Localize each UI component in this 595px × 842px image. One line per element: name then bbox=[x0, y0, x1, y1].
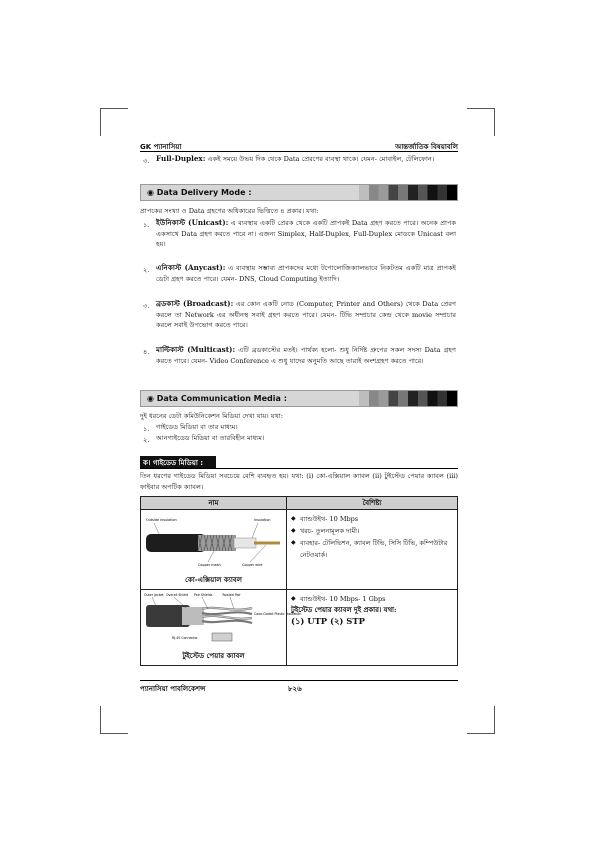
types-list: (১) UTP (২) STP bbox=[291, 616, 365, 626]
crop-mark bbox=[100, 706, 101, 734]
unicast-item bbox=[156, 218, 456, 250]
table-row bbox=[141, 510, 458, 590]
subsection-badge: ক। গাইডেড মিডিয়া : bbox=[140, 456, 216, 468]
item-text: এর কোন একটি নোড (Computer, Printer and Others) থেকে Data প্রেরণ করলে তা Network এর অধীনস্থ সবাই গ্রহণ করতে পারে। যেমন- টিভি সম্প্রচার কেন্দ্র থেকে movie সম্প্রচার করলে সবাই উপভোগ করতে পারে। bbox=[156, 300, 456, 329]
feature-bullet: ◆ ব্যবহার- টেলিভিশন, ক্যাবল টিভি, সিসি টিভি, কম্পিউটার নেটওয়ার্ক। bbox=[291, 537, 453, 561]
diagram-label: Overall Shield bbox=[166, 593, 189, 597]
book-page bbox=[140, 140, 458, 700]
divider bbox=[140, 468, 458, 469]
item-number: ৩. bbox=[143, 302, 150, 310]
broadcast-item bbox=[156, 299, 456, 331]
column-header-features: বৈশিষ্ট্য bbox=[287, 497, 458, 510]
feature-bullet: ◆ খরচ- তুলনামূলক দামী। bbox=[291, 525, 453, 537]
section-intro: দুই ধরনের ডেটা কমিউনিকেশন মিডিয়া দেখা যায়। যথা: bbox=[140, 412, 283, 420]
cable-comparison-table bbox=[140, 496, 458, 666]
diagram-label: Pair Shields bbox=[194, 593, 213, 597]
table-header-row bbox=[141, 497, 458, 510]
unguided-media-item: আনগাইডেড মিডিয়া বা তারবিহীন মাধ্যম। bbox=[156, 434, 265, 442]
guided-media-item: গাইডেড মিডিয়া বা তার মাধ্যম। bbox=[156, 423, 238, 431]
page-number: ৮২৬ bbox=[288, 685, 302, 693]
subsection-intro: তিন ধরণের গাইডেড মিডিয়া সবচেয়ে বেশি ব্যবহৃত হয়। যথা: (i) কো-এক্সিয়াল ক্যাবল (ii) টুইস্টেড পেয়ার ক্যাবল (iii) ফাইবার অপটিক ক্যাবল। bbox=[140, 472, 458, 491]
section-title: ◉ Data Delivery Mode : bbox=[147, 188, 252, 197]
crop-mark bbox=[467, 108, 495, 109]
crop-mark bbox=[100, 108, 128, 109]
item-term: মাল্টিকাস্ট (Multicast): bbox=[156, 345, 236, 354]
cable-name: কো-এক্সিয়াল ক্যাবল bbox=[184, 576, 243, 584]
cable-name: টুইস্টেড পেয়ার ক্যাবল bbox=[182, 652, 245, 660]
twisted-pair-features bbox=[287, 590, 458, 666]
twisted-pairs bbox=[202, 608, 252, 623]
coaxial-cable-diagram bbox=[142, 512, 286, 576]
twisted-pair-cell bbox=[141, 590, 302, 666]
item-term: ব্রডকাস্ট (Broadcast): bbox=[156, 299, 234, 308]
overall-shield bbox=[182, 607, 204, 625]
footer-publisher: প্যানাসিয়া পাবলিকেশন্স bbox=[140, 685, 206, 693]
heading-decoration bbox=[359, 185, 457, 200]
crop-mark bbox=[494, 706, 495, 734]
header-chapter: আন্তর্জাতিক বিষয়াবলি bbox=[395, 143, 458, 151]
anycast-item bbox=[156, 263, 456, 284]
crop-mark bbox=[494, 108, 495, 136]
diagram-label: Copper mesh bbox=[198, 563, 221, 567]
feature-bullet: ◆ ব্যান্ডউইথ- 10 Mbps bbox=[291, 513, 453, 525]
item-text: একই সময়ে উভয় দিক থেকে Data প্রেরণের ব্যবস্থা থাকে। যেমন- মোবাইল, টেলিফোন। bbox=[207, 155, 435, 163]
diagram-label: RJ-45 Connector bbox=[172, 636, 198, 640]
crop-mark bbox=[100, 733, 128, 734]
heading-decoration bbox=[359, 391, 457, 406]
multicast-item bbox=[156, 345, 456, 366]
diagram-label: Outer Jacket bbox=[144, 593, 164, 597]
crop-mark bbox=[100, 108, 101, 136]
section-heading-data-delivery bbox=[140, 184, 458, 201]
crop-mark bbox=[467, 733, 495, 734]
section-intro: প্রাপকের সংখ্যা ও Data গ্রহণের অধিকারের ভিত্তিতে ৪ প্রকার। যথা: bbox=[140, 207, 319, 215]
item-text: এ ব্যবস্থায় একটি প্রেরক থেকে একটি প্রাপকই Data গ্রহণ করতে পারে। অনেক প্রাপক একসাথে Data গ্রহণ করতে পারে না। এজন্য Simplex, Half-Duplex, Full-Duplex মোডকে Unicast বলা হয়। bbox=[156, 219, 456, 248]
coaxial-features bbox=[287, 510, 458, 590]
diagram-label: Color-Coded Plastic Insulation bbox=[254, 612, 302, 616]
item-text: এ ব্যবস্থায় সম্ভাব্য প্রাপকদের মধ্যে টপোলোজিক্যালভাবে নিকটতম একটি মাত্র প্রাপকই ডেটা গ্রহণ করতে পারে। যেমন- DNS, Cloud Computing ইত্যাদি। bbox=[156, 264, 456, 283]
diagram-label: Insulation bbox=[254, 518, 271, 522]
item-term: ইউনিকাস্ট (Unicast): bbox=[156, 218, 229, 227]
item-text: এটি ব্রডকাস্টের মতই। পার্থক্য হলো- শুধু নির্দিষ্ট গ্রুপের সকল সদস্য Data গ্রহণ করতে পারে। যেমন- Video Conference এ শুধু যাদের অনুমতি আছে তারাই অংশগ্রহণ করতে পারে। bbox=[156, 346, 456, 365]
section-title: ◉ Data Communication Media : bbox=[147, 394, 287, 403]
item-number: ২. bbox=[143, 436, 150, 444]
outer-jacket bbox=[146, 534, 206, 552]
diagram-label: Outside insulation bbox=[146, 518, 177, 522]
item-number: ৪. bbox=[143, 348, 150, 356]
header-book-title: GK প্যানাসিয়া bbox=[140, 143, 182, 151]
item-term: এনিকাস্ট (Anycast): bbox=[156, 263, 226, 272]
twisted-pair-diagram bbox=[142, 591, 302, 653]
column-header-name: নাম bbox=[141, 497, 287, 510]
running-footer bbox=[140, 680, 458, 695]
coaxial-cell bbox=[141, 510, 287, 590]
full-duplex-item bbox=[156, 154, 456, 165]
rj45-connector bbox=[212, 633, 232, 641]
item-number: ২. bbox=[143, 266, 150, 274]
diagram-label: Copper wire bbox=[242, 563, 263, 567]
running-header bbox=[140, 140, 458, 152]
insulation-layer bbox=[234, 538, 256, 548]
item-number: ১. bbox=[143, 221, 150, 229]
item-term: Full-Duplex: bbox=[156, 154, 206, 163]
item-number: ১. bbox=[143, 425, 150, 433]
table-row bbox=[141, 590, 458, 666]
diagram-label: Twisted Pair bbox=[222, 593, 241, 597]
copper-core bbox=[254, 542, 280, 545]
types-note: টুইস্টেড পেয়ার ক্যাবল দুই প্রকার। যথা: bbox=[291, 606, 397, 614]
section-heading-communication-media bbox=[140, 390, 458, 407]
feature-bullet: ◆ ব্যান্ডউইথ- 10 Mbps- 1 Gbps bbox=[291, 593, 453, 605]
item-number: ৩. bbox=[143, 157, 150, 165]
